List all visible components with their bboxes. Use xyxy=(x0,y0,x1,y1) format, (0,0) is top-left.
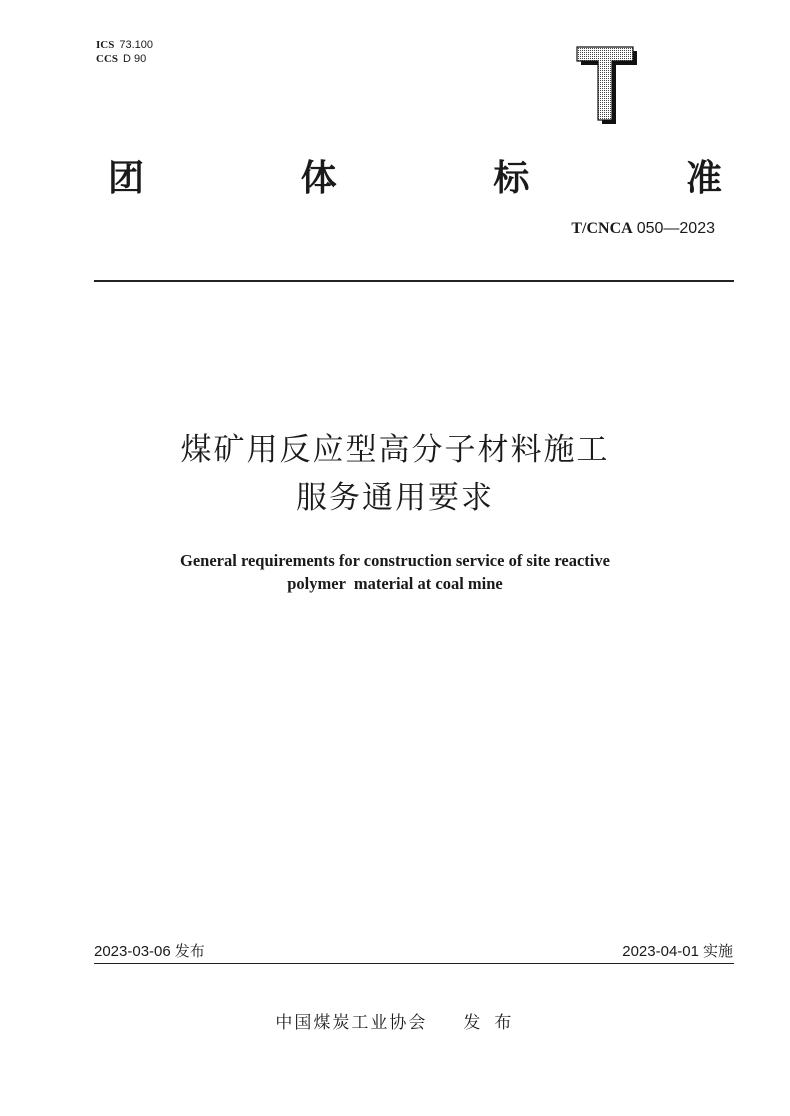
issue-date-word: 发布 xyxy=(174,942,205,960)
top-divider xyxy=(94,280,734,282)
publisher-organization: 中国煤炭工业协会 xyxy=(275,1013,428,1033)
standard-number-value: 050—2023 xyxy=(636,220,715,237)
standard-number-prefix: T/CNCA xyxy=(571,220,633,237)
ccs-label: CCS xyxy=(96,53,119,65)
english-title xyxy=(95,549,695,595)
implementation-date xyxy=(622,941,733,962)
chinese-title-line-2: 服务通用要求 xyxy=(296,480,494,516)
standard-type-char-1: 团 xyxy=(108,158,145,199)
publisher xyxy=(95,987,695,1035)
issue-date xyxy=(94,941,205,962)
classification-codes xyxy=(96,38,153,66)
implementation-date-value: 2023-04-01 xyxy=(622,943,699,960)
ccs-code xyxy=(96,52,153,66)
standard-number xyxy=(571,218,715,239)
publisher-action: 发布 xyxy=(463,1013,526,1033)
t-logo-icon xyxy=(576,44,638,130)
standard-type-char-3: 标 xyxy=(493,158,530,199)
standard-type-char-4: 准 xyxy=(685,158,722,199)
bottom-divider xyxy=(94,963,734,964)
issue-date-value: 2023-03-06 xyxy=(94,943,171,960)
implementation-date-word: 实施 xyxy=(702,942,733,960)
chinese-title-line-1: 煤矿用反应型高分子材料施工 xyxy=(180,432,610,468)
english-title-line-1: General requirements for construction service of site reactive xyxy=(180,551,610,570)
chinese-title xyxy=(95,426,695,522)
ics-code xyxy=(96,38,153,52)
english-title-line-2: polymer material at coal mine xyxy=(287,574,503,593)
ccs-value: D 90 xyxy=(123,53,147,65)
ics-label: ICS xyxy=(96,39,115,51)
standard-type-heading xyxy=(108,155,722,203)
ics-value: 73.100 xyxy=(119,39,153,51)
standard-type-char-2: 体 xyxy=(300,158,337,199)
